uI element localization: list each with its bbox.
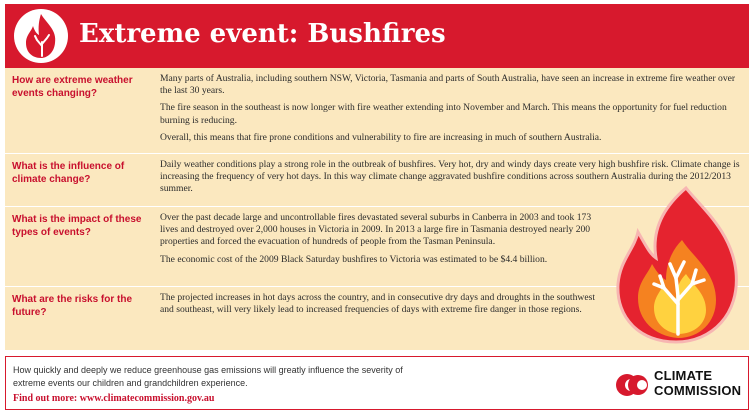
climate-commission-logo-icon bbox=[616, 370, 648, 400]
section-answer bbox=[160, 73, 744, 149]
answer-paragraph: The fire season in the southeast is now longer with fire weather extending into November and March. This means the opportunity for fuel reduction burning is reducing. bbox=[160, 102, 727, 126]
section-question: What is the impact of these types of events? bbox=[12, 214, 142, 238]
wordmark-line: CLIMATE bbox=[654, 368, 713, 383]
answer-paragraph: Over the past decade large and uncontrollable fires devastated several suburbs in Canberra in 2003 and took 173 lives and destroyed over 2,000 houses in Victoria in 2009. In 2013 a large fire in Tasmania destroyed nearly 200 properties and forced the evacuation of hundreds of people from the Tasman Peninsula. bbox=[160, 212, 592, 248]
wordmark-line: COMMISSION bbox=[654, 383, 742, 398]
climate-commission-wordmark bbox=[654, 368, 741, 398]
find-out-more-link[interactable]: Find out more: www.climatecommission.gov.au bbox=[13, 393, 215, 404]
answer-paragraph: Overall, this means that fire prone conditions and vulnerability to fire are increasing in much of southern Australia. bbox=[160, 131, 602, 143]
section-changing bbox=[5, 68, 749, 153]
page-title: Extreme event: Bushfires bbox=[79, 19, 446, 49]
footer-message: How quickly and deeply we reduce greenhouse gas emissions will greatly influence the severity of extreme events our children and grandchildren experience. bbox=[13, 365, 403, 388]
flame-icon bbox=[13, 8, 69, 64]
section-answer bbox=[160, 212, 600, 271]
section-question: How are extreme weather events changing? bbox=[12, 75, 133, 99]
footer-box bbox=[5, 356, 749, 410]
answer-paragraph: The economic cost of the 2009 Black Saturday bushfires to Victoria was estimated to be $4.4 billion. bbox=[160, 253, 548, 265]
section-question: What are the risks for the future? bbox=[12, 294, 133, 318]
answer-paragraph: Many parts of Australia, including southern NSW, Victoria, Tasmania and parts of South Australia, have seen an increase in extreme fire weather over the last 30 years. bbox=[160, 73, 736, 97]
answer-paragraph: The projected increases in hot days across the country, and in consecutive dry days and droughts in the southwest and southeast, will very likely lead to increased frequencies of days with extreme fire danger in those regions. bbox=[160, 292, 595, 316]
header-banner bbox=[5, 4, 749, 68]
section-answer bbox=[160, 292, 600, 321]
burning-tree-flame-icon bbox=[612, 184, 744, 346]
section-question: What is the influence of climate change? bbox=[12, 161, 125, 185]
answer-paragraph: Daily weather conditions play a strong role in the outbreak of bushfires. Very hot, dry and windy days create very high bushfire risk. Climate change is increasing the frequency of very hot days. In this way climate change aggravated bushfire conditions across southern Australia during the 2012/2013 summer. bbox=[160, 159, 740, 195]
